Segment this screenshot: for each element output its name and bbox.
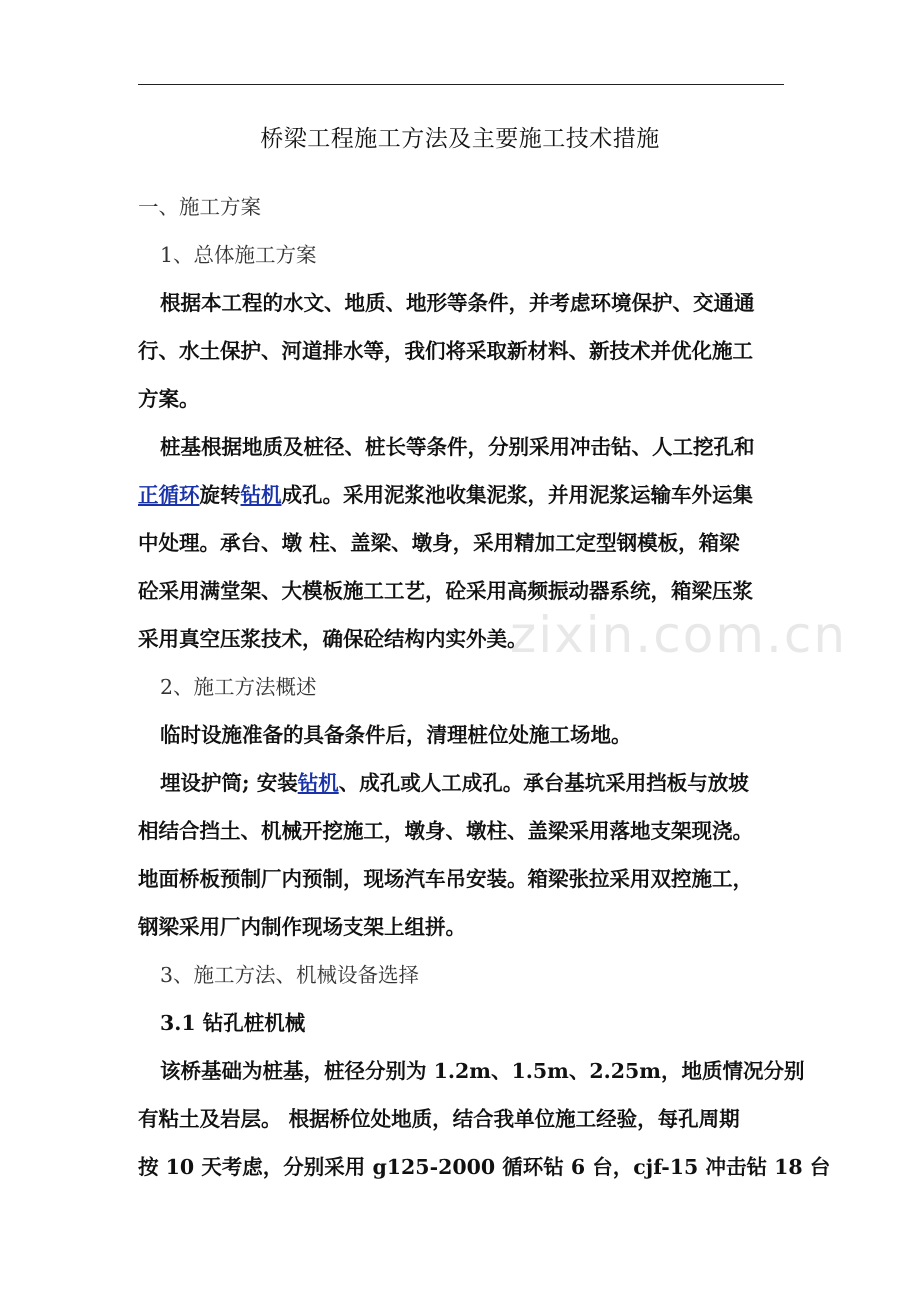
paragraph-2-line-1: 桩基根据地质及桩径、桩长等条件，分别采用冲击钻、人工挖孔和 [160, 435, 755, 459]
section-heading-1: 一、施工方案 [138, 195, 261, 219]
header-rule [138, 84, 784, 85]
paragraph-5-line-3: 按 10 天考虑，分别采用 g125-2000 循环钻 6 台，cjf-15 冲击钻 18 台 [138, 1155, 831, 1179]
document-title: 桥梁工程施工方法及主要施工技术措施 [260, 126, 660, 152]
paragraph-5-line-1: 该桥基础为桩基，桩径分别为 1.2m、1.5m、2.25m，地质情况分别 [160, 1059, 805, 1083]
link-zhengxunhuan[interactable]: 正循环 [138, 483, 200, 507]
subsection-heading-1-1: 1、总体施工方案 [160, 243, 317, 267]
subsection-heading-1-3: 3、施工方法、机械设备选择 [160, 963, 420, 987]
link-zuanji[interactable]: 钻机 [240, 483, 282, 507]
paragraph-2-line-2 [138, 480, 753, 510]
text-segment: 成孔。采用泥浆池收集泥浆，并用泥浆运输车外运集 [281, 483, 753, 507]
subsection-heading-3-1: 3.1 钻孔桩机械 [160, 1011, 306, 1035]
subsection-heading-1-2: 2、施工方法概述 [160, 675, 317, 699]
paragraph-1-line-1: 根据本工程的水文、地质、地形等条件，并考虑环境保护、交通通 [160, 291, 755, 315]
paragraph-3: 临时设施准备的具备条件后，清理桩位处施工场地。 [160, 723, 632, 747]
text-segment: 埋设护筒; 安装 [160, 771, 298, 795]
paragraph-4-line-3: 地面桥板预制厂内预制，现场汽车吊安装。箱梁张拉采用双控施工， [138, 867, 753, 891]
paragraph-4-line-2: 相结合挡土、机械开挖施工，墩身、墩柱、盖梁采用落地支架现浇。 [138, 819, 753, 843]
link-zuanji-2[interactable]: 钻机 [297, 771, 339, 795]
paragraph-1-line-3: 方案。 [138, 387, 200, 411]
paragraph-2-line-4: 砼采用满堂架、大模板施工工艺，砼采用高频振动器系统，箱梁压浆 [138, 579, 753, 603]
paragraph-2-line-5: 采用真空压浆技术，确保砼结构内实外美。 [138, 627, 528, 651]
paragraph-1-line-2: 行、水土保护、河道排水等，我们将采取新材料、新技术并优化施工 [138, 339, 753, 363]
text-segment: 、成孔或人工成孔。承台基坑采用挡板与放坡 [338, 771, 749, 795]
paragraph-2-line-3: 中处理。承台、墩 柱、盖梁、墩身，采用精加工定型钢模板，箱梁 [138, 531, 740, 555]
paragraph-4-line-4: 钢梁采用厂内制作现场支架上组拼。 [138, 915, 466, 939]
paragraph-5-line-2: 有粘土及岩层。 根据桥位处地质，结合我单位施工经验，每孔周期 [138, 1107, 740, 1131]
text-segment: 旋转 [199, 483, 241, 507]
paragraph-4-line-1 [160, 768, 749, 798]
watermark: zixin.com.cn [510, 606, 848, 664]
